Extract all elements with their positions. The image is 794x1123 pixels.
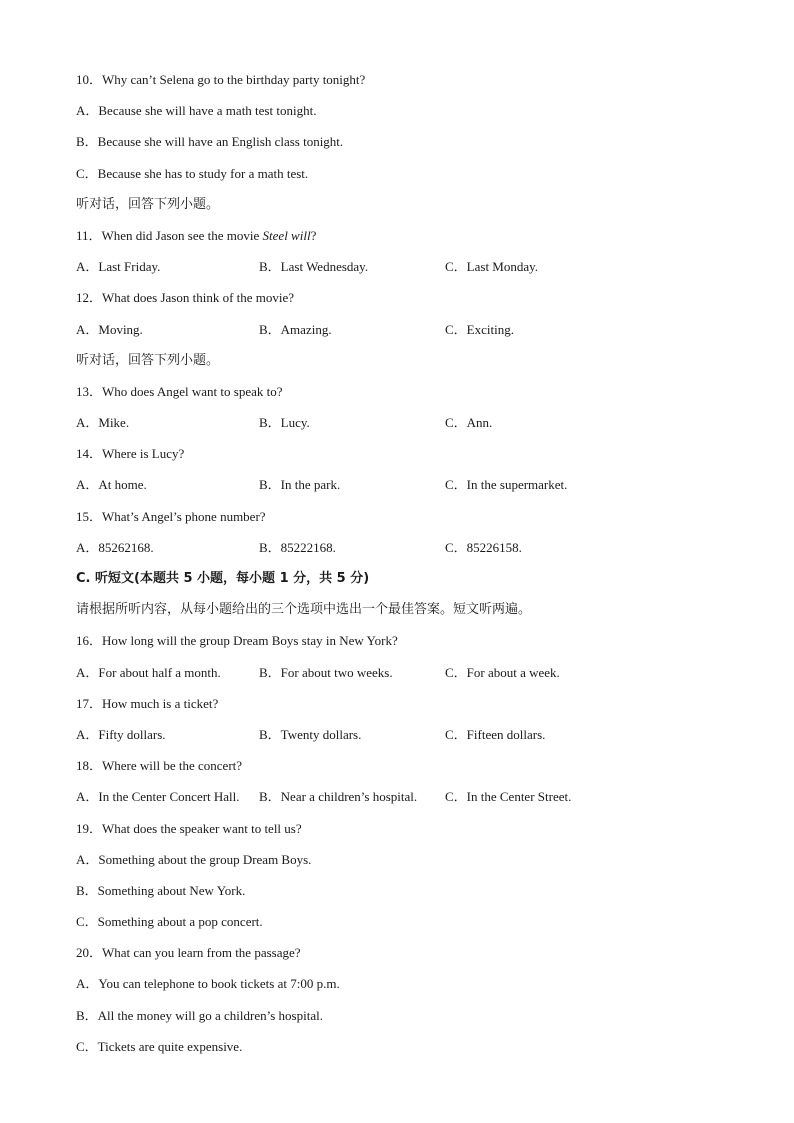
question-13-option-b: B．Lucy. (259, 415, 310, 431)
question-14-stem: 14．Where is Lucy? (76, 446, 185, 462)
movie-title: Steel will (262, 227, 311, 243)
question-20-option-a: A．You can telephone to book tickets at 7:00 p.m. (76, 976, 340, 992)
question-13-stem: 13．Who does Angel want to speak to? (76, 383, 283, 399)
question-16-option-b: B．For about two weeks. (259, 664, 393, 680)
question-12-options (76, 314, 726, 345)
question-16-stem: 16．How long will the group Dream Boys stay in New York? (76, 633, 398, 649)
question-16-option-a: A．For about half a month. (76, 664, 221, 680)
question-11-stem-end: ? (310, 227, 317, 243)
question-14-option-a: A．At home. (76, 477, 147, 493)
question-15-option-c: C．85226158. (445, 539, 522, 555)
question-15-options (76, 532, 726, 563)
question-17-option-a: A．Fifty dollars. (76, 726, 166, 742)
question-19-option-a: A．Something about the group Dream Boys. (76, 851, 312, 867)
question-18-stem: 18．Where will be the concert? (76, 758, 243, 774)
dialogue-instruction: 听对话，回答下列小题。 (76, 196, 220, 212)
dialogue-instruction: 听对话，回答下列小题。 (76, 352, 220, 368)
question-18-options (76, 781, 726, 812)
question-14-option-c: C．In the supermarket. (445, 477, 568, 493)
question-18-option-b: B．Near a children’s hospital. (259, 789, 418, 805)
question-10-option-c: C．Because she has to study for a math test. (76, 165, 309, 181)
question-13-option-a: A．Mike. (76, 415, 130, 431)
question-13-options (76, 407, 726, 438)
question-11-stem (76, 220, 726, 251)
section-c-title: C. 听短文(本题共 5 小题，每小题 1 分，共 5 分) (76, 571, 370, 586)
question-11-option-c: C．Last Monday. (445, 259, 539, 275)
question-15-option-a: A．85262168. (76, 539, 154, 555)
question-19-stem: 19．What does the speaker want to tell us? (76, 820, 302, 836)
question-17-option-b: B．Twenty dollars. (259, 726, 362, 742)
question-11-option-a: A．Last Friday. (76, 259, 161, 275)
question-10-stem: 10．Why can’t Selena go to the birthday party tonight? (76, 72, 366, 87)
question-15-option-b: B．85222168. (259, 539, 336, 555)
question-20-stem: 20．What can you learn from the passage? (76, 945, 301, 961)
question-18-option-c: C．In the Center Street. (445, 789, 572, 805)
question-16-option-c: C．For about a week. (445, 664, 560, 680)
question-20-option-c: C．Tickets are quite expensive. (76, 1038, 243, 1054)
question-12-option-a: A．Moving. (76, 321, 143, 337)
question-12-option-c: C．Exciting. (445, 321, 514, 337)
question-17-stem: 17．How much is a ticket? (76, 695, 219, 711)
question-14-option-b: B．In the park. (259, 477, 341, 493)
question-16-options (76, 657, 726, 688)
question-11-stem-text: 11．When did Jason see the movie (76, 227, 263, 243)
question-10-option-b: B．Because she will have an English class tonight. (76, 134, 344, 150)
question-13-option-c: C．Ann. (445, 415, 493, 431)
question-19-option-b: B．Something about New York. (76, 882, 246, 898)
question-17-options (76, 719, 726, 750)
question-11-option-b: B．Last Wednesday. (259, 259, 369, 275)
question-12-stem: 12．What does Jason think of the movie? (76, 290, 295, 306)
question-11-options (76, 251, 726, 282)
question-19-option-c: C．Something about a pop concert. (76, 914, 263, 930)
question-18-option-a: A．In the Center Concert Hall. (76, 789, 240, 805)
section-c-instruction: 请根据所听内容，从每小题给出的三个选项中选出一个最佳答案。短文听两遍。 (76, 602, 532, 618)
question-12-option-b: B．Amazing. (259, 321, 332, 337)
exam-page (76, 64, 726, 1062)
question-14-options (76, 469, 726, 500)
question-17-option-c: C．Fifteen dollars. (445, 726, 546, 742)
question-15-stem: 15．What’s Angel’s phone number? (76, 508, 266, 524)
question-20-option-b: B．All the money will go a children’s hospital. (76, 1007, 323, 1023)
question-10-option-a: A．Because she will have a math test tonight. (76, 103, 317, 119)
